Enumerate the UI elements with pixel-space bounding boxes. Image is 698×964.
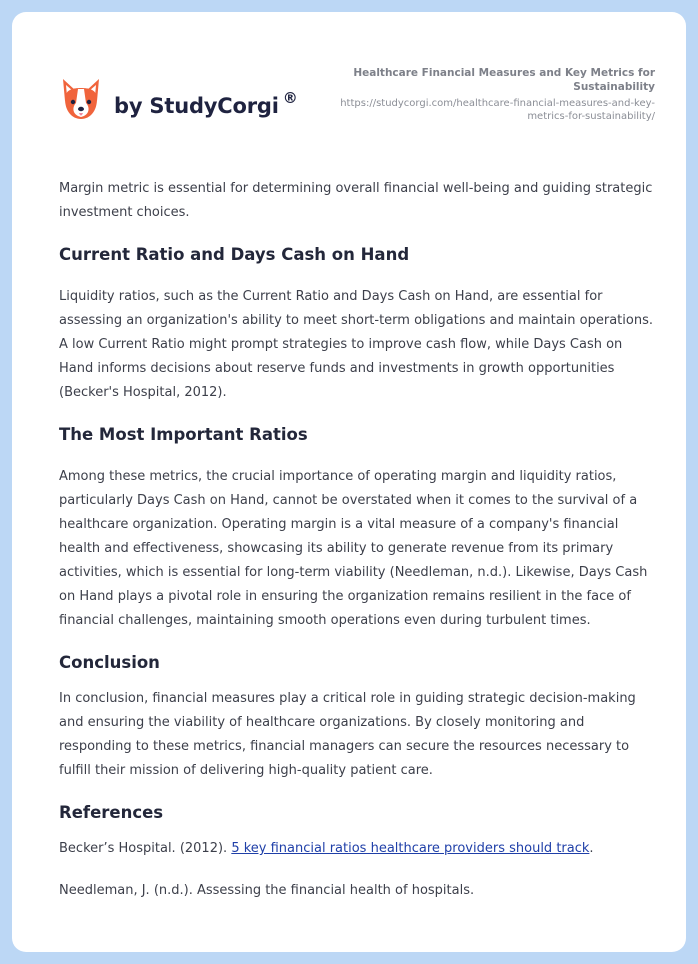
references-heading: References (59, 803, 164, 822)
section-paragraph-conclusion: In conclusion, financial measures play a critical role in guiding strategic decision-making and ensuring the viability of healthcare organizations. By closely monitoring and responding to these metrics, financial managers can secure the resources necessary to fulfill their mission of delivering high-quality patient care. (59, 691, 636, 778)
document-title: Healthcare Financial Measures and Key Metrics for Sustainability (353, 67, 655, 93)
reference-link[interactable]: 5 key financial ratios healthcare providers should track (231, 841, 590, 856)
document-url[interactable]: https://studycorgi.com/healthcare-financial-measures-and-key-metrics-for-sustainability/ (340, 98, 655, 122)
reference-item-needleman (59, 879, 659, 903)
corgi-icon (60, 77, 102, 123)
reference-text: Becker’s Hospital. (2012). (59, 841, 232, 856)
studycorgi-logo[interactable] (60, 76, 298, 124)
article-body (59, 177, 659, 903)
brand-name: by StudyCorgi ® (114, 89, 298, 118)
section-heading-conclusion: Conclusion (59, 653, 160, 672)
registered-mark: ® (282, 89, 298, 107)
intro-paragraph: Margin metric is essential for determining overall financial well-being and guiding strategic investment choices. (59, 181, 653, 220)
header (12, 12, 686, 152)
reference-suffix: . (589, 841, 594, 856)
section-heading-current-ratio: Current Ratio and Days Cash on Hand (59, 245, 410, 264)
document-meta (315, 66, 655, 123)
document-page (12, 12, 686, 952)
section-paragraph-current-ratio: Liquidity ratios, such as the Current Ratio and Days Cash on Hand, are essential for assessing an organization's ability to meet short-term obligations and maintain operations. A low Current Ratio might prompt strategies to improve cash flow, while Days Cash on Hand informs decisions about reserve funds and investments in growth opportunities (Becker's Hospital, 2012). (59, 289, 653, 400)
reference-text: Needleman, J. (n.d.). Assessing the financial health of hospitals. (59, 883, 475, 898)
section-paragraph-important-ratios: Among these metrics, the crucial importance of operating margin and liquidity ratios, particularly Days Cash on Hand, cannot be overstated when it comes to the survival of a healthcare organization. Operating margin is a vital measure of a company's financial health and effectiveness, showcasing its ability to generate revenue from its primary activities, which is essential for long-term viability (Needleman, n.d.). Likewise, Days Cash on Hand plays a pivotal role in ensuring the organization remains resilient in the face of financial challenges, maintaining smooth operations even during turbulent times. (59, 469, 648, 628)
reference-item-beckers (59, 837, 659, 861)
section-heading-important-ratios: The Most Important Ratios (59, 425, 308, 444)
